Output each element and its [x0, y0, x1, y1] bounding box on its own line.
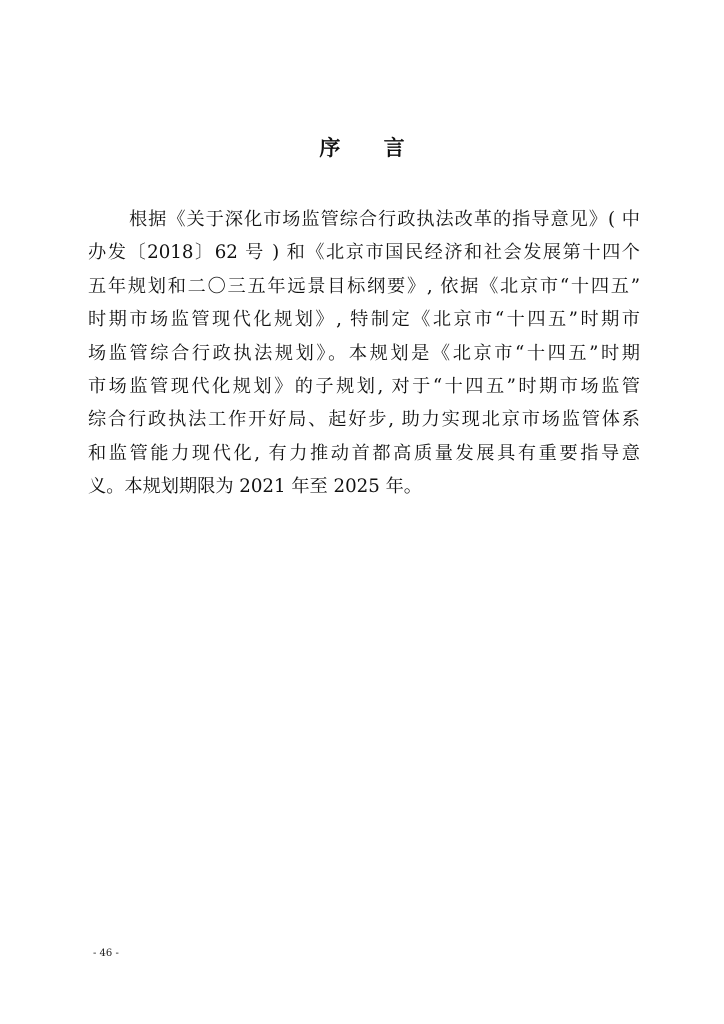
paragraph-line: 时期市场监管现代化规划》, 特制定《北京市“十四五”时期市	[88, 309, 640, 331]
paragraph-line: 办发〔2018〕62 号 ) 和《北京市国民经济和社会发展第十四个	[88, 242, 640, 264]
paragraph-line: 五年规划和二〇三五年远景目标纲要》, 依据《北京市“十四五”	[88, 275, 640, 297]
paragraph-line: 市场监管现代化规划》的子规划, 对于“十四五”时期市场监管	[88, 375, 640, 397]
paragraph-line: 和监管能力现代化, 有力推动首都高质量发展具有重要指导意	[88, 442, 640, 464]
preface-paragraph	[88, 203, 640, 504]
page-number: - 46 -	[93, 948, 119, 959]
paragraph-line: 义。本规划期限为 2021 年至 2025 年。	[88, 476, 422, 498]
paragraph-line: 场监管综合行政执法规划》。本规划是《北京市“十四五”时期	[88, 342, 640, 364]
paragraph-line: 根据《关于深化市场监管综合行政执法改革的指导意见》( 中	[129, 209, 640, 230]
paragraph-line: 综合行政执法工作开好局、起好步, 助力实现北京市场监管体系	[88, 409, 640, 431]
page-title: 序 言	[319, 136, 423, 160]
